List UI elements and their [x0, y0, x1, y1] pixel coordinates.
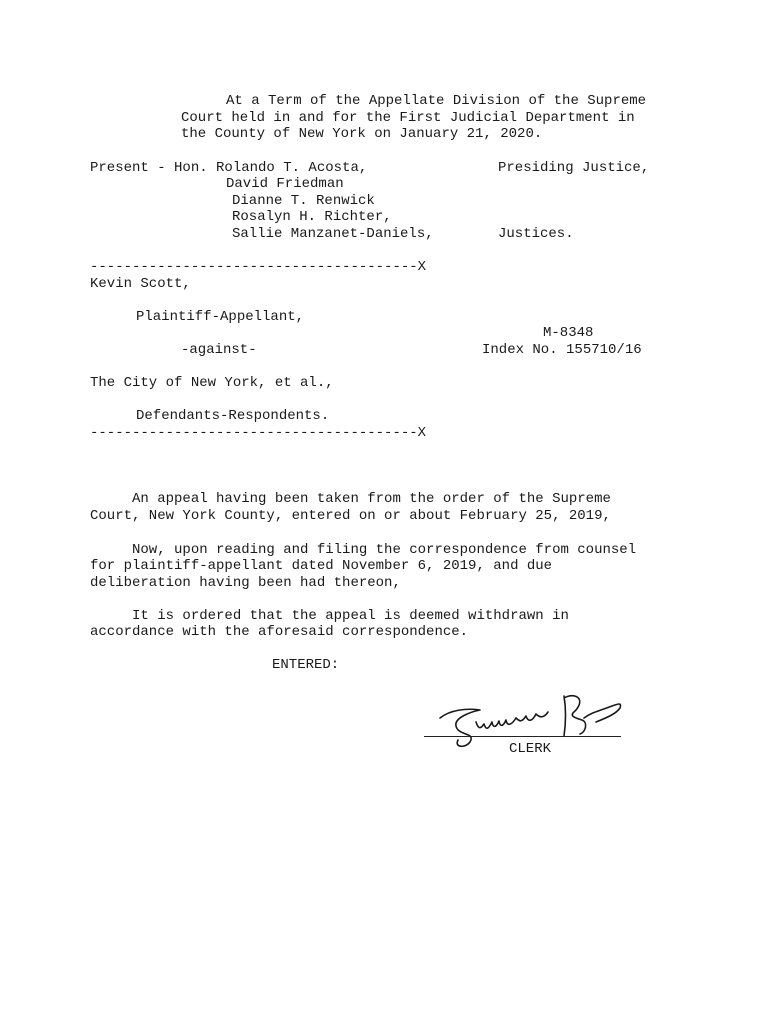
paragraph-line: accordance with the aforesaid correspondence. [90, 624, 469, 640]
caption-rule-bottom: ---------------------------------------X [90, 425, 427, 441]
against-label: -against- [181, 342, 257, 358]
paragraph-line: deliberation having been had thereon, [90, 575, 401, 591]
paragraph-line: for plaintiff-appellant dated November 6, 2019, and due [90, 558, 553, 574]
clerk-label: CLERK [509, 741, 552, 757]
header-line: Court held in and for the First Judicial Department in [181, 110, 635, 126]
plaintiff-name: Kevin Scott, [90, 276, 191, 292]
paragraph-line: It is ordered that the appeal is deemed withdrawn in [90, 608, 569, 624]
plaintiff-role: Plaintiff-Appellant, [136, 309, 305, 325]
entered-label: ENTERED: [272, 657, 340, 673]
paragraph-line: An appeal having been taken from the order of the Supreme [90, 491, 611, 507]
presiding-justice-title: Presiding Justice, [498, 160, 650, 176]
defendant-role: Defendants-Respondents. [136, 408, 330, 424]
signature-line [424, 736, 621, 737]
justice-name: David Friedman [226, 176, 344, 192]
header-line: the County of New York on January 21, 2020. [181, 126, 543, 142]
justices-title: Justices. [498, 226, 574, 242]
presiding-justice-name: Present - Hon. Rolando T. Acosta, [90, 160, 368, 176]
justice-name: Dianne T. Renwick [232, 193, 375, 209]
paragraph-line: Now, upon reading and filing the correspondence from counsel [90, 542, 637, 558]
motion-number: M-8348 [543, 325, 594, 341]
index-number: Index No. 155710/16 [482, 342, 642, 358]
defendant-name: The City of New York, et al., [90, 375, 334, 391]
header-line: At a Term of the Appellate Division of the Supreme [226, 93, 647, 109]
paragraph-line: Court, New York County, entered on or about February 25, 2019, [90, 508, 611, 524]
justice-name: Sallie Manzanet-Daniels, [232, 226, 434, 242]
justice-name: Rosalyn H. Richter, [232, 209, 392, 225]
caption-rule-top: ---------------------------------------X [90, 259, 427, 275]
